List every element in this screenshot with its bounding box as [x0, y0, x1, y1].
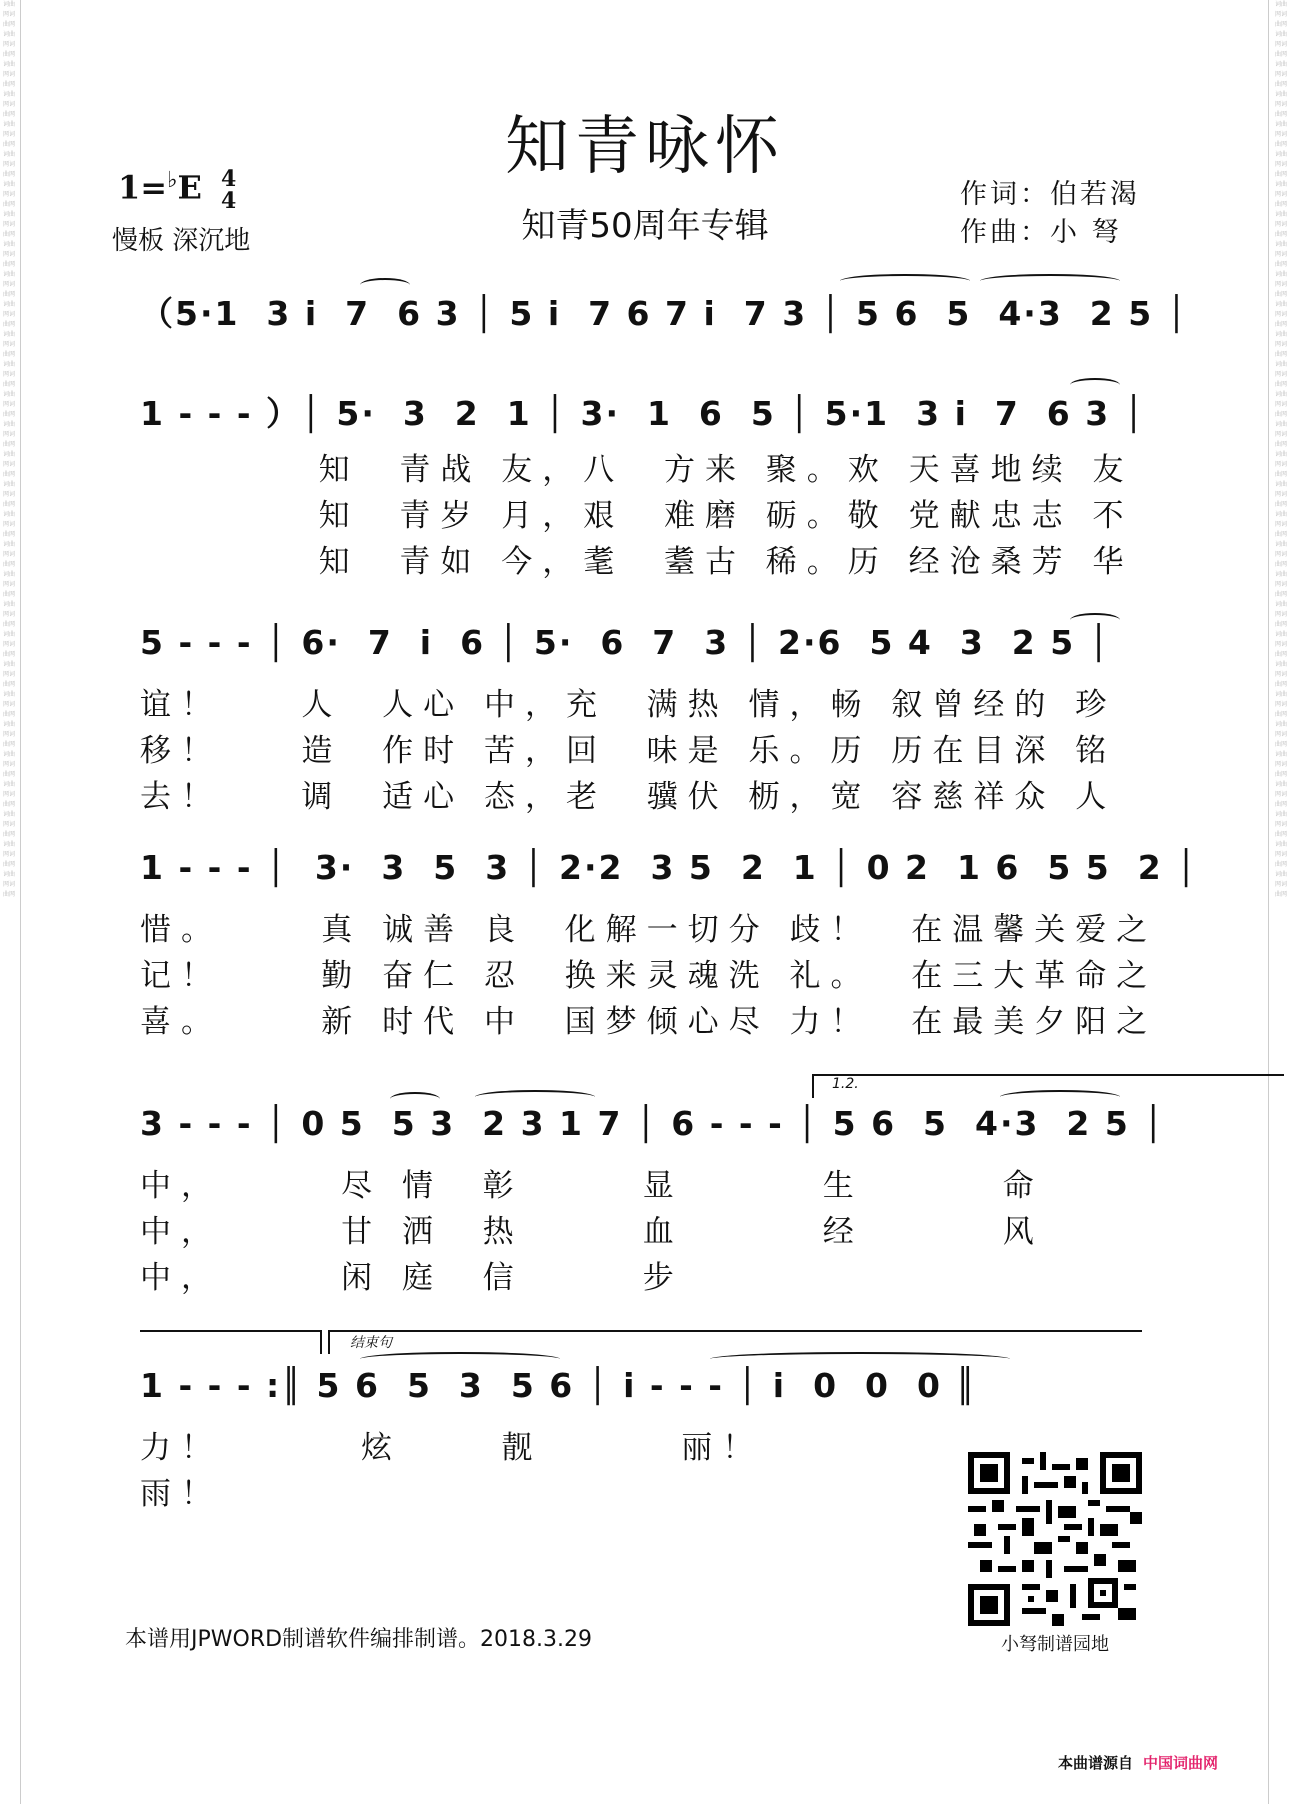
- lyric-verse-2: 中， 甘 洒 热 血 经 风: [140, 1214, 1044, 1250]
- lyric-verse-2: 记！ 勤 奋仁 忍 换来灵魂洗 礼。 在三大革命之: [140, 958, 1158, 994]
- left-margin-line: [20, 0, 21, 1804]
- lyric-verse-3: 中， 闲 庭 信 步: [140, 1260, 684, 1296]
- key-note: E: [177, 168, 202, 207]
- lyric-verse-3: 去！ 调 适心 态，老 骥伏 枥，宽 容慈祥众 人: [140, 779, 1117, 815]
- tempo-marking: 慢板 深沉地: [112, 226, 251, 256]
- notation-row: 1 - - - │ 3· 3 5 3 │ 2·2 3 5 2 1 │ 0 2 1 6 5 5 2 │: [140, 848, 1199, 887]
- lyric-verse-2: 移！ 造 作时 苦，回 味是 乐。历 历在目深 铭: [140, 733, 1117, 769]
- lyric-verse-2: 雨！: [140, 1476, 222, 1512]
- album-subtitle: 知青50周年专辑: [521, 206, 769, 246]
- ending-bracket: [328, 1330, 1142, 1354]
- lyric-verse-2: 知 青岁 月，艰 难磨 砺。敬 党献忠志 不: [140, 498, 1134, 534]
- lyric-verse-1: 谊！ 人 人心 中，充 满热 情，畅 叙曾经的 珍: [140, 687, 1117, 723]
- lyric-verse-3: 喜。 新 时代 中 国梦倾心尽 力！ 在最美夕阳之: [140, 1004, 1158, 1040]
- notation-row: 5 - - - │ 6· 7 i 6 │ 5· 6 7 3 │ 2·6 5 4 3 2 5 │: [140, 623, 1111, 662]
- notation-row: 1 - - - ）│ 5· 3 2 1 │ 3· 1 6 5 │ 5·1 3 i 7 6 3 │: [140, 394, 1146, 433]
- qr-caption: 小弩制谱园地: [1001, 1634, 1109, 1655]
- lyric-verse-1: 中， 尽 情 彰 显 生 命: [140, 1168, 1044, 1204]
- source-brand-link[interactable]: 中国词曲网: [1143, 1754, 1219, 1772]
- slur: [710, 1352, 1010, 1366]
- composer-credit: 作曲：小 弩: [960, 217, 1122, 248]
- notation-row: 1 - - - :║ 5 6 5 3 5 6 │ i - - - │ i 0 0 0 ║: [140, 1366, 978, 1405]
- slur: [1070, 378, 1120, 392]
- lyric-verse-3: 知 青如 今，耄 耋古 稀。历 经沧桑芳 华: [140, 544, 1134, 580]
- slur: [840, 274, 970, 288]
- flat-sign: ♭: [167, 167, 178, 193]
- source-credit: [1058, 1752, 1218, 1773]
- ending-label: 结束句: [350, 1335, 392, 1351]
- source-label: 本曲谱源自: [1058, 1754, 1134, 1772]
- song-title: 知青咏怀: [505, 110, 785, 184]
- key-prefix: 1=: [118, 168, 168, 207]
- slur: [360, 1352, 560, 1366]
- slur: [390, 1092, 440, 1106]
- slur: [980, 274, 1120, 288]
- right-margin-line: [1268, 0, 1269, 1804]
- notation-row: 3 - - - │ 0 5 5 3 2 3 1 7 │ 6 - - - │ 5 6 5 4·3 2 5 │: [140, 1104, 1166, 1143]
- slur: [475, 1090, 595, 1104]
- footer-note: 本谱用JPWORD制谱软件编排制谱。2018.3.29: [125, 1627, 593, 1652]
- lyric-verse-1: 知 青战 友，八 方来 聚。欢 天喜地续 友: [140, 452, 1134, 488]
- lyric-verse-1: 力！ 炫 靓 丽！: [140, 1430, 764, 1466]
- notation-row: （5·1 3 i 7 6 3 │ 5 i 7 6 7 i 7 3 │ 5 6 5 4·3 2 5 │: [140, 294, 1189, 333]
- volta-label: 1.2.: [832, 1076, 859, 1092]
- first-ending-bracket: [140, 1330, 322, 1354]
- slur: [360, 278, 410, 292]
- slur: [1070, 613, 1120, 627]
- left-watermark-strip: 词曲网词曲网词曲网词曲网词曲网词曲网词曲网词曲网词曲网词曲网词曲网词曲网词曲网词曲网词曲网词曲网词曲网词曲网词曲网词曲网词曲网词曲网词曲网词曲网词曲网词曲网词曲网词曲网词曲网词曲网词曲网词曲网词曲网词曲网词曲网词曲网词曲网词曲网词曲网词曲网词曲网词曲网词曲网词曲网词曲网词曲网词曲网词曲网词曲网词曲网词曲网词曲网词曲网词曲网词曲网词曲网词曲网词曲网词曲网词曲网: [2, 1, 15, 898]
- right-watermark-strip: 词曲网词曲网词曲网词曲网词曲网词曲网词曲网词曲网词曲网词曲网词曲网词曲网词曲网词曲网词曲网词曲网词曲网词曲网词曲网词曲网词曲网词曲网词曲网词曲网词曲网词曲网词曲网词曲网词曲网词曲网词曲网词曲网词曲网词曲网词曲网词曲网词曲网词曲网词曲网词曲网词曲网词曲网词曲网词曲网词曲网词曲网词曲网词曲网词曲网词曲网词曲网词曲网词曲网词曲网词曲网词曲网词曲网词曲网词曲网词曲网: [1274, 1, 1287, 898]
- lyricist-credit: 作词：伯若渴: [960, 179, 1140, 210]
- time-top: 4: [221, 166, 237, 193]
- credits: [960, 176, 1140, 252]
- qr-code: [968, 1452, 1142, 1626]
- lyric-verse-1: 惜。 真 诚善 良 化解一切分 歧！ 在温馨关爱之: [140, 912, 1158, 948]
- time-bottom: 4: [221, 188, 237, 215]
- slur: [1000, 1090, 1120, 1104]
